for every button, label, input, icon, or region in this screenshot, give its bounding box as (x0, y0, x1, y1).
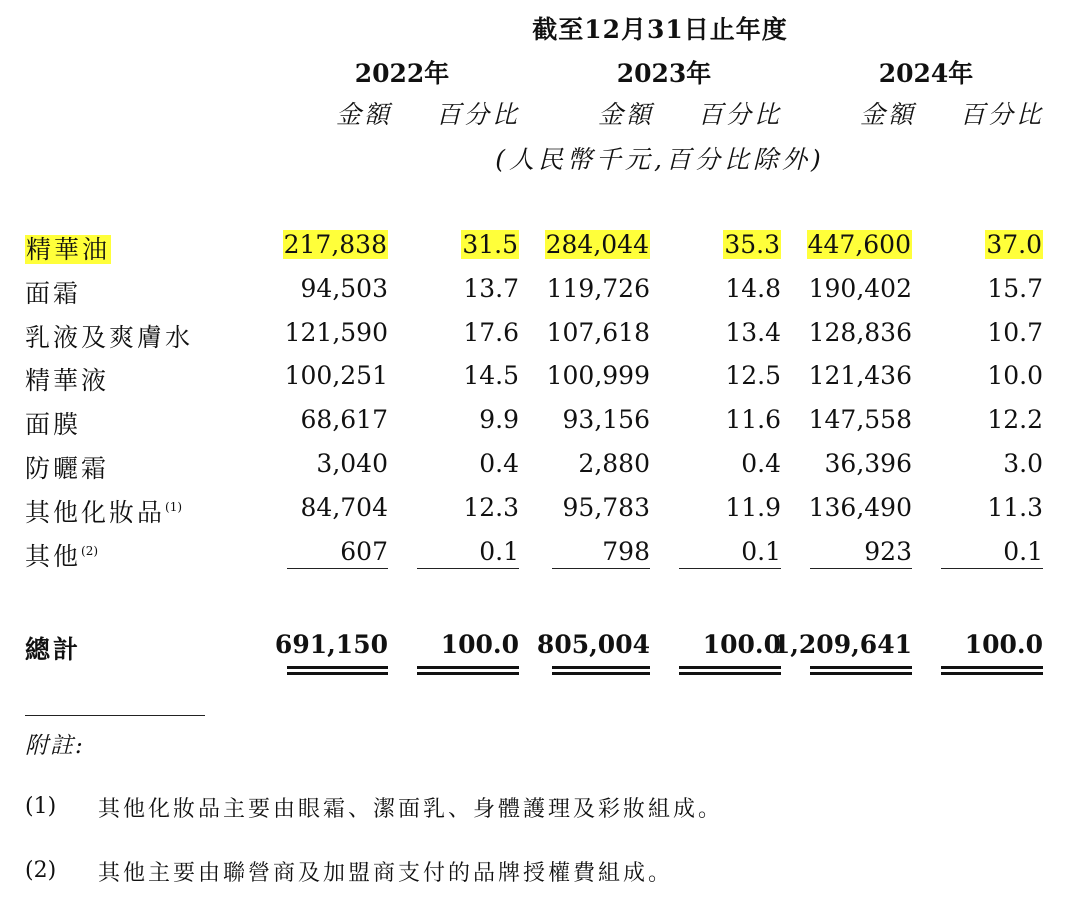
table-cell (547, 274, 650, 303)
cell-value: 17.6 (463, 317, 519, 347)
cell-value: 13.4 (725, 317, 781, 347)
table-cell (741, 449, 781, 478)
row-label (25, 230, 111, 266)
notes-heading: 附註: (25, 733, 85, 759)
table-cell (285, 361, 388, 390)
row-label-text: 其他化妝品 (25, 497, 166, 527)
row-label-text: 防曬霜 (25, 454, 110, 483)
cell-value: 119,726 (546, 273, 650, 303)
cell-value: 37.0 (986, 230, 1042, 259)
table-cell (563, 405, 650, 434)
cell-value: 3.0 (1003, 449, 1043, 478)
total-double-rule (679, 666, 781, 675)
total-double-rule (417, 666, 519, 675)
footnote-ref: (1) (165, 499, 183, 514)
cell-value: 0.1 (741, 536, 781, 566)
total-double-rule (941, 666, 1043, 675)
total-cell: 100.0 (440, 630, 519, 659)
cell-value: 68,617 (300, 405, 388, 435)
row-label-text: 乳液及爽膚水 (25, 322, 194, 352)
pct-header-2022: 百分比 (435, 100, 520, 129)
row-label (25, 274, 81, 310)
table-cell (479, 405, 519, 434)
row-label-text: 精華油 (26, 235, 111, 264)
total-cell: 805,004 (536, 630, 650, 659)
cell-value: 10.7 (987, 317, 1043, 347)
footnote-1-text: 其他化妝品主要由眼霜、潔面乳、身體護理及彩妝組成。 (98, 797, 724, 822)
table-cell (463, 493, 519, 522)
total-cell: 691,150 (274, 630, 388, 659)
table-cell (987, 318, 1043, 347)
table-cell (301, 493, 388, 522)
cell-value: 0.1 (1003, 536, 1043, 566)
total-cell: 1,209,641 (772, 630, 912, 659)
table-cell (725, 274, 781, 303)
table-cell (1003, 537, 1043, 566)
table-cell (479, 537, 519, 566)
unit-note: (人民幣千元,百分比除外) (495, 145, 825, 174)
cell-value: 100,251 (284, 361, 388, 391)
cell-value: 0.4 (479, 449, 519, 478)
table-cell (340, 537, 388, 566)
footnote-1-number: (1) (25, 794, 57, 819)
table-cell (725, 361, 781, 390)
cell-value: 35.3 (724, 230, 780, 259)
row-label (25, 537, 98, 573)
year-2022-header: 2022年 (354, 59, 450, 88)
table-cell (809, 361, 912, 390)
cell-value: 13.7 (463, 273, 519, 303)
cell-value: 923 (864, 536, 912, 566)
row-label-text: 精華液 (25, 366, 110, 396)
table-cell (602, 537, 650, 566)
table-cell (807, 230, 912, 259)
table-cell (809, 318, 912, 347)
cell-value: 217,838 (283, 230, 387, 259)
cell-value: 94,503 (300, 273, 388, 303)
row-label-text: 其他 (25, 541, 82, 571)
pct-header-2024: 百分比 (959, 100, 1044, 129)
year-2023-header: 2023年 (616, 59, 712, 88)
row-label (25, 405, 81, 441)
table-cell (578, 449, 650, 478)
total-double-rule (287, 666, 388, 675)
footnote-2-number: (2) (25, 858, 57, 883)
cell-value: 12.5 (725, 361, 781, 391)
subtotal-rule (679, 568, 781, 569)
table-cell (463, 361, 519, 390)
cell-value: 10.0 (987, 361, 1043, 391)
row-label (25, 318, 193, 354)
table-cell (725, 405, 781, 434)
table-cell (463, 274, 519, 303)
cell-value: 0.1 (479, 536, 519, 566)
table-cell (563, 493, 650, 522)
subtotal-rule (941, 568, 1043, 569)
cell-value: 95,783 (562, 492, 650, 522)
table-cell (283, 230, 388, 259)
cell-value: 14.8 (725, 273, 781, 303)
footnote-2-text: 其他主要由聯營商及加盟商支付的品牌授權費組成。 (98, 861, 674, 886)
subtotal-rule (287, 568, 388, 569)
cell-value: 3,040 (316, 449, 388, 478)
total-double-rule (810, 666, 912, 675)
cell-value: 128,836 (808, 317, 912, 347)
cell-value: 0.4 (741, 449, 781, 478)
cell-value: 12.2 (987, 405, 1043, 435)
total-cell: 100.0 (702, 630, 781, 659)
table-cell (809, 405, 912, 434)
pct-header-2023: 百分比 (697, 100, 782, 129)
table-cell (547, 361, 650, 390)
cell-value: 447,600 (807, 230, 911, 259)
subtotal-rule (552, 568, 650, 569)
cell-value: 190,402 (808, 273, 912, 303)
amount-header-2024: 金額 (859, 100, 916, 129)
cell-value: 12.3 (463, 492, 519, 522)
cell-value: 15.7 (987, 273, 1043, 303)
table-cell (809, 493, 912, 522)
table-cell (864, 537, 912, 566)
year-2024-header: 2024年 (878, 59, 974, 88)
cell-value: 31.5 (462, 230, 518, 259)
cell-value: 284,044 (545, 230, 649, 259)
total-double-rule (552, 666, 650, 675)
cell-value: 100,999 (546, 361, 650, 391)
total-label: 總計 (25, 635, 82, 664)
row-label-text: 面膜 (25, 410, 82, 440)
amount-header-2022: 金額 (335, 100, 392, 129)
cell-value: 11.9 (725, 492, 781, 522)
cell-value: 14.5 (463, 361, 519, 391)
table-cell (725, 318, 781, 347)
table-cell (987, 405, 1043, 434)
footnote-ref: (2) (81, 543, 99, 558)
table-cell (741, 537, 781, 566)
cell-value: 2,880 (578, 449, 650, 478)
cell-value: 607 (340, 536, 388, 566)
table-cell (301, 274, 388, 303)
cell-value: 107,618 (546, 317, 650, 347)
row-label (25, 361, 109, 397)
table-cell (987, 361, 1043, 390)
table-cell (987, 274, 1043, 303)
cell-value: 84,704 (300, 492, 388, 522)
cell-value: 11.3 (987, 492, 1043, 522)
table-cell (463, 318, 519, 347)
total-cell: 100.0 (964, 630, 1043, 659)
footnote-divider (25, 715, 205, 716)
cell-value: 147,558 (808, 405, 912, 435)
cell-value: 11.6 (725, 405, 781, 435)
subtotal-rule (417, 568, 519, 569)
table-cell (285, 318, 388, 347)
table-cell (479, 449, 519, 478)
subtotal-rule (810, 568, 912, 569)
cell-value: 136,490 (808, 492, 912, 522)
table-cell (545, 230, 650, 259)
table-cell (316, 449, 388, 478)
cell-value: 121,436 (808, 361, 912, 391)
cell-value: 36,396 (824, 449, 912, 478)
table-cell (547, 318, 650, 347)
table-cell (987, 493, 1043, 522)
table-cell (809, 274, 912, 303)
amount-header-2023: 金額 (597, 100, 654, 129)
row-label-text: 面霜 (25, 278, 82, 308)
table-cell (723, 230, 781, 259)
table-cell (725, 493, 781, 522)
row-label (25, 493, 182, 529)
period-header: 截至12月31日止年度 (532, 15, 788, 44)
cell-value: 9.9 (479, 405, 519, 435)
cell-value: 121,590 (284, 317, 388, 347)
table-cell (985, 230, 1043, 259)
table-cell (301, 405, 388, 434)
table-cell (1003, 449, 1043, 478)
cell-value: 93,156 (562, 405, 650, 435)
table-cell (825, 449, 912, 478)
cell-value: 798 (602, 536, 650, 566)
table-cell (461, 230, 519, 259)
row-label (25, 449, 109, 485)
